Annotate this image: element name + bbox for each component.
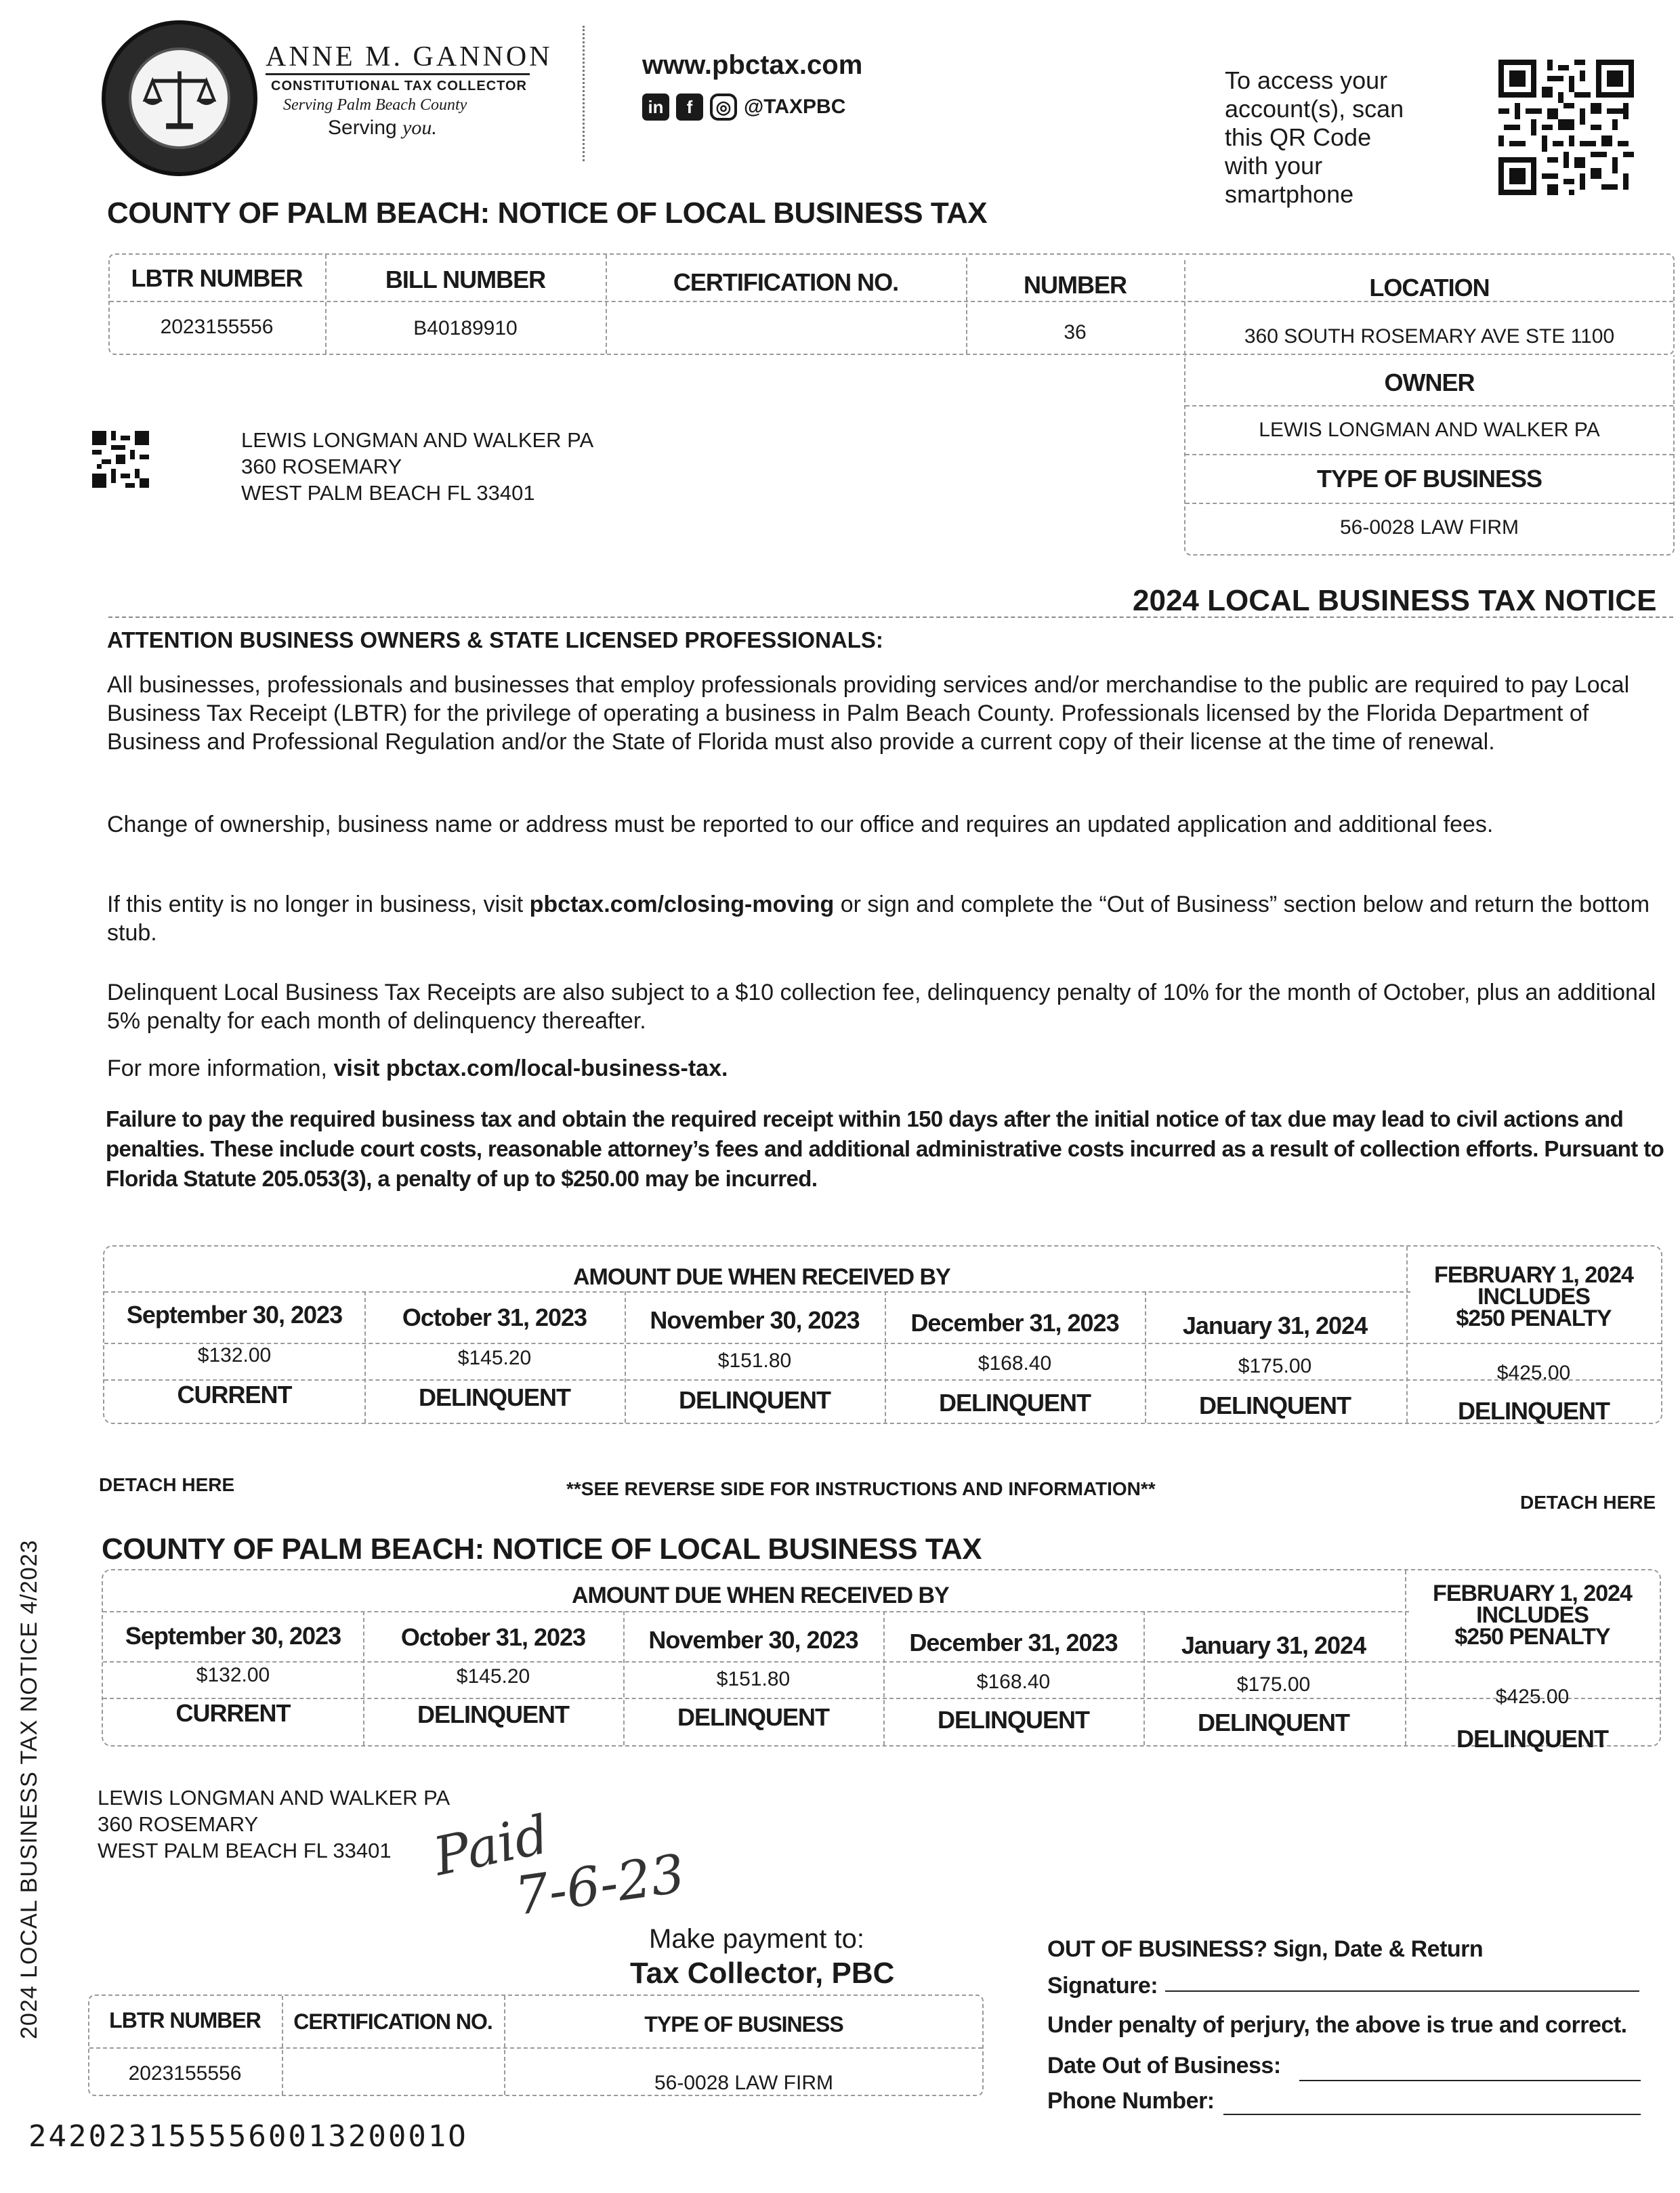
stub-amount-due-table	[102, 1569, 1661, 1753]
stub-mailing-address	[98, 1784, 450, 1864]
amount-column: September 30, 2023 $132.00 CURRENT	[126, 1301, 343, 1408]
notice-year-title: 2024 LOCAL BUSINESS TAX NOTICE	[1133, 584, 1657, 617]
make-payment-label: Make payment to:	[649, 1924, 864, 1954]
mailing-address	[241, 427, 593, 506]
paragraph-failure-warning: Failure to pay the required business tax and obtain the required receipt within 150 days after the initial notice of tax due may lead to civil actions and penalties. These include court costs, reasonable attorney’s fees and additional administrative costs incurred as a result of collection efforts. Pursuant to Florida Statute 205.053(3), a penalty of up to $250.00 may be incurred.	[106, 1106, 1664, 1191]
date-out-field[interactable]	[1299, 2080, 1641, 2081]
lbtr-number-header: LBTR NUMBER	[131, 264, 303, 292]
address-line-1: LEWIS LONGMAN AND WALKER PA	[98, 1786, 450, 1810]
amount-column: December 31, 2023 $168.40 DELINQUENT	[910, 1309, 1119, 1417]
out-of-business-title: OUT OF BUSINESS? Sign, Date & Return	[1047, 1936, 1484, 1962]
date-out-label: Date Out of Business:	[1047, 2053, 1281, 2079]
paragraph-change-ownership: Change of ownership, business name or address must be reported to our office and requires an updated application and additional fees.	[107, 812, 1494, 837]
handwritten-paid-date: 7-6-23	[511, 1843, 689, 1928]
february-column-header: FEBRUARY 1, 2024 INCLUDES $250 PENALTY	[1434, 1262, 1633, 1331]
website-link[interactable]: www.pbctax.com	[642, 50, 863, 80]
february-status: DELINQUENT	[1456, 1725, 1608, 1753]
table-divider	[89, 2047, 982, 2049]
address-line-3: WEST PALM BEACH FL 33401	[241, 481, 535, 505]
scales-of-justice-icon	[131, 50, 228, 146]
stub-lbtr-value: 2023155556	[128, 2062, 242, 2085]
paragraph-delinquent: Delinquent Local Business Tax Receipts are also subject to a $10 collection fee, delinquency penalty of 10% for the month of October, plus an additional 5% penalty for each month of delinquency thereafter.	[107, 980, 1656, 1034]
detach-here-left: DETACH HERE	[99, 1474, 235, 1495]
certification-header: CERTIFICATION NO.	[673, 268, 899, 296]
payee-name: Tax Collector, PBC	[630, 1957, 895, 1990]
social-links	[642, 93, 845, 121]
signature-label: Signature:	[1047, 1973, 1158, 1999]
location-header: LOCATION	[1369, 274, 1490, 301]
paragraph-requirements: All businesses, professionals and businesses that employ professionals providing services and/or merchandise to the public are required to pay Local Business Tax Receipt (LBTR) for the privilege of operating a business in Palm Beach County. Professionals licensed by the Florida Department of Business and Professional Regulation and/or the State of Florida must also provide a current copy of their license at the time of renewal.	[107, 672, 1630, 755]
see-reverse-note: **SEE REVERSE SIDE FOR INSTRUCTIONS AND INFORMATION**	[566, 1478, 1156, 1499]
social-handle[interactable]: @TAXPBC	[744, 96, 846, 118]
paragraph-more-info: For more information, visit pbctax.com/local-business-tax.	[107, 1056, 728, 1081]
stub-certification-header: CERTIFICATION NO.	[293, 2009, 492, 2034]
amount-column: November 30, 2023 $151.80 DELINQUENT	[650, 1306, 860, 1414]
linkedin-icon[interactable]: in	[642, 93, 669, 121]
stub-type-value: 56-0028 LAW FIRM	[654, 2072, 833, 2094]
address-line-2: 360 ROSEMARY	[241, 455, 402, 478]
february-status: DELINQUENT	[1458, 1397, 1610, 1425]
collector-name-rule	[266, 73, 530, 75]
notice-title: COUNTY OF PALM BEACH: NOTICE OF LOCAL BUSINESS TAX	[107, 196, 988, 230]
february-amount: $425.00	[1496, 1362, 1571, 1384]
amount-column: October 31, 2023 $145.20 DELINQUENT	[402, 1303, 587, 1411]
bill-number-header: BILL NUMBER	[385, 266, 546, 293]
instagram-icon[interactable]: ◎	[710, 93, 737, 121]
type-of-business-value: 56-0028 LAW FIRM	[1340, 516, 1519, 539]
scanline-number: 242023155556001320001O	[28, 2119, 468, 2154]
tagline-serving: Serving you.	[328, 117, 437, 139]
handwritten-paid-note: Paid	[428, 1804, 554, 1888]
amount-due-table	[103, 1245, 1662, 1424]
qr-instructions: To access your account(s), scan this QR Code with your smartphone	[1225, 66, 1404, 208]
table-divider	[1185, 503, 1673, 504]
february-amount: $425.00	[1495, 1686, 1570, 1708]
owner-value: LEWIS LONGMAN AND WALKER PA	[1259, 419, 1600, 441]
tagline-county: Serving Palm Beach County	[283, 96, 467, 114]
closing-moving-link[interactable]: pbctax.com/closing-moving	[529, 892, 835, 917]
owner-header: OWNER	[1384, 369, 1475, 396]
stub-type-header: TYPE OF BUSINESS	[644, 2012, 843, 2037]
perjury-statement: Under penalty of perjury, the above is true and correct.	[1047, 2012, 1627, 2038]
phone-label: Phone Number:	[1047, 2088, 1215, 2114]
phone-field[interactable]	[1223, 2114, 1641, 2115]
collector-title: CONSTITUTIONAL TAX COLLECTOR	[271, 79, 527, 93]
amount-column: January 31, 2024 $175.00 DELINQUENT	[1182, 1312, 1368, 1419]
stub-lbtr-header: LBTR NUMBER	[109, 2008, 261, 2032]
location-value: 360 SOUTH ROSEMARY AVE STE 1100	[1244, 325, 1615, 348]
number-value: 36	[1064, 321, 1087, 343]
attention-heading: ATTENTION BUSINESS OWNERS & STATE LICENSED PROFESSIONALS:	[107, 627, 883, 652]
amount-due-title: AMOUNT DUE WHEN RECEIVED BY	[573, 1264, 950, 1290]
amount-column: December 31, 2023 $168.40 DELINQUENT	[909, 1629, 1118, 1734]
address-line-2: 360 ROSEMARY	[98, 1812, 259, 1836]
number-header: NUMBER	[1024, 271, 1127, 299]
table-divider	[1185, 454, 1673, 455]
table-divider	[104, 1291, 1410, 1293]
amount-column: January 31, 2024 $175.00 DELINQUENT	[1181, 1631, 1366, 1736]
paragraph-out-of-business: If this entity is no longer in business, visit pbctax.com/closing-moving or sign and complete the “Out of Business” section below and return the bottom stub.	[107, 892, 1650, 946]
table-divider	[1185, 405, 1673, 406]
amount-due-title: AMOUNT DUE WHEN RECEIVED BY	[572, 1583, 949, 1608]
lbtr-number-value: 2023155556	[160, 316, 274, 338]
detach-here-right: DETACH HERE	[1520, 1492, 1656, 1513]
collector-name: ANNE M. GANNON	[266, 41, 553, 72]
type-of-business-header: TYPE OF BUSINESS	[1316, 465, 1542, 493]
address-line-1: LEWIS LONGMAN AND WALKER PA	[241, 428, 594, 452]
signature-field[interactable]	[1165, 1990, 1639, 1992]
stub-notice-title: COUNTY OF PALM BEACH: NOTICE OF LOCAL BUSINESS TAX	[102, 1532, 982, 1566]
mail-barcode-icon	[92, 431, 149, 488]
amount-column: November 30, 2023 $151.80 DELINQUENT	[648, 1626, 858, 1731]
header-separator	[583, 26, 585, 161]
february-column-header: FEBRUARY 1, 2024 INCLUDES $250 PENALTY	[1433, 1581, 1632, 1650]
address-line-3: WEST PALM BEACH FL 33401	[98, 1839, 392, 1862]
amount-column: October 31, 2023 $145.20 DELINQUENT	[400, 1623, 586, 1728]
tax-collector-seal	[102, 20, 257, 176]
amount-column: September 30, 2023 $132.00 CURRENT	[125, 1622, 341, 1727]
section-rule	[108, 617, 1673, 618]
local-business-tax-link[interactable]: visit pbctax.com/local-business-tax.	[333, 1056, 728, 1081]
facebook-icon[interactable]: f	[676, 93, 703, 121]
bill-number-value: B40189910	[413, 317, 518, 339]
form-id-side-text: 2024 LOCAL BUSINESS TAX NOTICE 4/2023	[16, 1539, 42, 2039]
table-divider	[103, 1611, 1409, 1612]
qr-code-icon[interactable]	[1498, 60, 1634, 195]
